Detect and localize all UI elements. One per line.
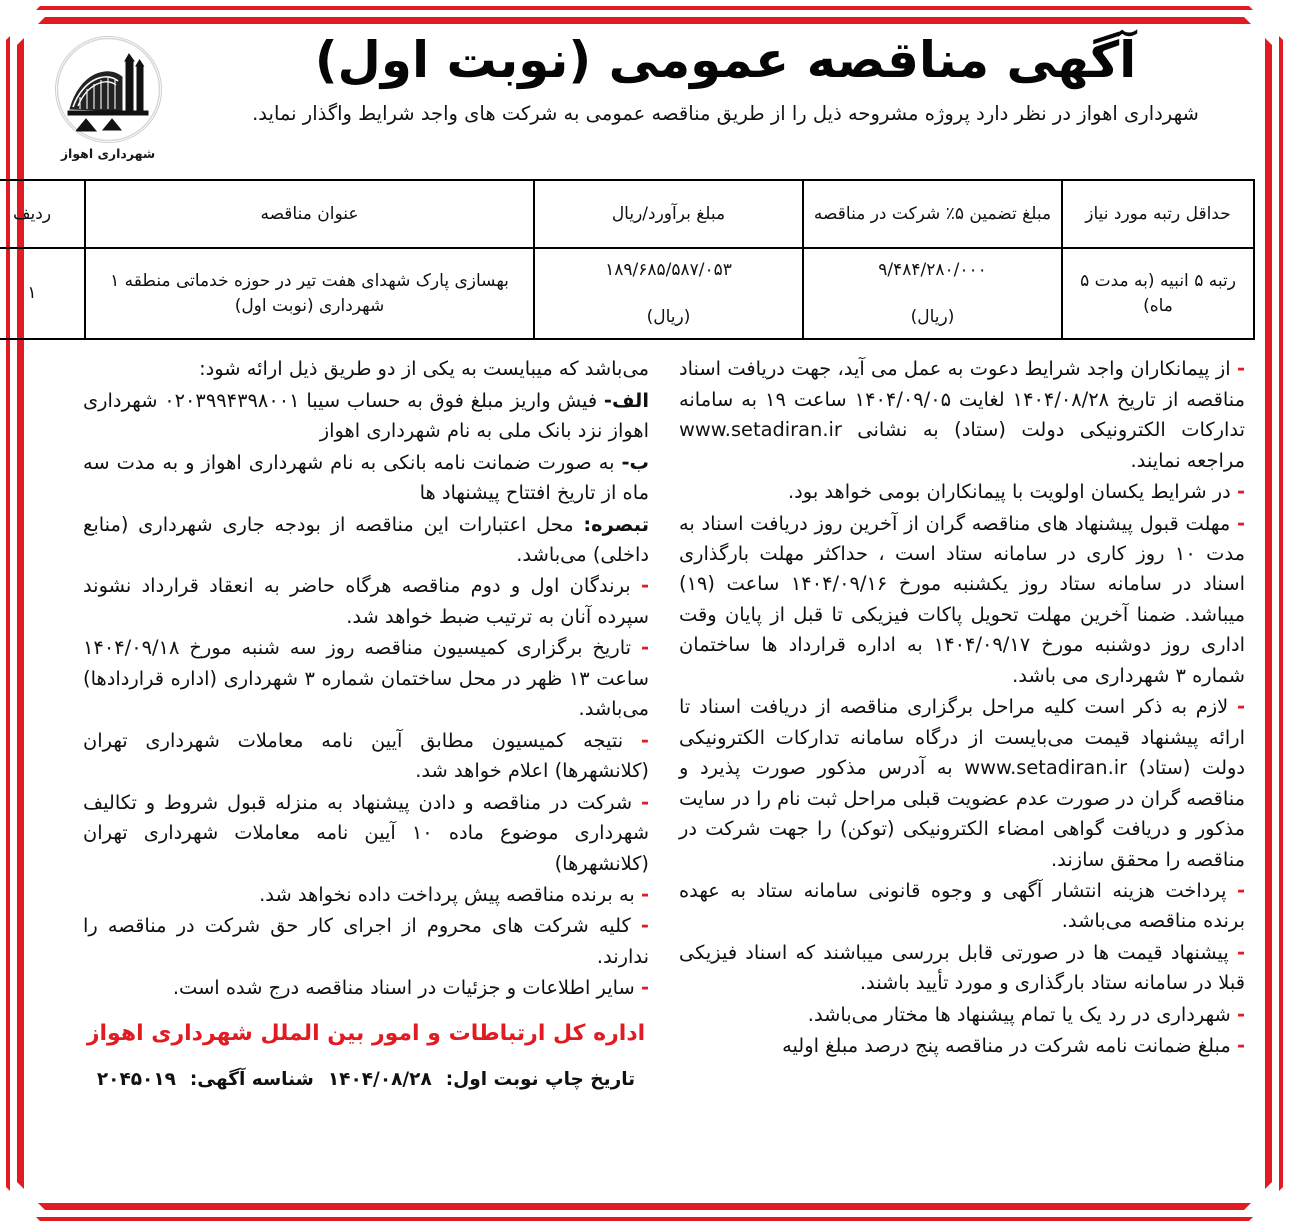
notice-text: شهرداری در رد یک یا تمام پیشنهاد ها مختار می‌باشد. (807, 1002, 1231, 1026)
bullet-dash: - (1236, 878, 1245, 902)
notice-item (679, 1031, 1245, 1061)
bullet-dash: - (1236, 1002, 1245, 1026)
table-body (0, 248, 1254, 339)
notice-text: سایر اطلاعات و جزئیات در اسناد مناقصه درج شده است. (172, 976, 635, 1000)
notice-text: نتیجه کمیسیون مطابق آیین نامه معاملات شهرداری تهران (کلانشهرها) اعلام خواهد شد. (83, 728, 649, 783)
bullet-dash: - (640, 976, 649, 1000)
estimated-amount-unit: (ریال) (646, 306, 691, 327)
notice-text: پیشنهاد قیمت ها در صورتی قابل بررسی میباشند که اسناد فیزیکی قبلا در سامانه ستاد بارگذاری و مورد تأیید باشند. (679, 940, 1245, 995)
guarantee-amount-value: ۹/۴۸۴/۲۸۰/۰۰۰ (878, 260, 987, 280)
notice-text: مهلت قبول پیشنهاد های مناقصه گران از آخرین روز دریافت اسناد به مدت ۱۰ روز کاری در سامانه ستاد است ، حداکثر مهلت بارگذاری اسناد در سامانه ستاد روز یکشنبه مورخ ۱۴۰۴/۰۹/۱۶ ساعت (۱۹) میباشد. ضمنا آخرین مهلت تحویل پاکات فیزیکی تا قبل از پایان وقت اداری روز دوشنبه مورخ ۱۴۰۴/۰۹/۱۷ به اداره قرارداد ها ساختمان شماره ۳ شهرداری می باشد. (679, 511, 1246, 687)
table-header-row (0, 180, 1254, 248)
option-b (83, 448, 649, 509)
table-row (0, 248, 1254, 339)
left-text-column (83, 354, 649, 1094)
notice-item (83, 911, 649, 972)
notice-text: تاریخ برگزاری کمیسیون مناقصه روز سه شنبه مورخ ۱۴۰۴/۰۹/۱۸ ساعت ۱۳ ظهر در محل ساختمان شماره ۳ شهرداری (اداره قراردادها) می‌باشد. (83, 636, 649, 721)
option-a-label: الف- (603, 388, 649, 412)
notice-item (679, 509, 1245, 692)
header (34, 28, 1255, 161)
organization-logo (42, 36, 174, 161)
notice-item (679, 477, 1245, 507)
header-subtitle: شهرداری اهواز در نظر دارد پروژه مشروحه ذیل را از طریق مناقصه عمومی به شرکت های واجد شرایط واگذار نماید. (252, 102, 1199, 125)
estimated-amount-value: ۱۸۹/۶۸۵/۵۸۷/۰۵۳ (605, 260, 732, 280)
th-row-number: ردیف (0, 180, 85, 248)
notice-text: پرداخت هزینه انتشار آگهی و وجوه قانونی سامانه ستاد به عهده برنده مناقصه می‌باشد. (679, 878, 1245, 933)
option-a-text: فیش واریز مبلغ فوق به حساب سیبا ۰۲۰۳۹۹۴۳۹۸۰۰۱ شهرداری اهواز نزد بانک ملی به نام شهرداری اهواز (83, 388, 649, 443)
notice-text: کلیه شرکت های محروم از اجرای کار حق شرکت در مناقصه را ندارند. (83, 914, 649, 968)
bridge-emblem-icon (55, 36, 162, 143)
bullet-dash: - (1236, 940, 1245, 964)
cell-row-number: ۱ (0, 248, 85, 339)
notice-text: در شرایط یکسان اولویت با پیمانکاران بومی خواهد بود. (788, 480, 1231, 504)
tabsare-label: تبصره: (583, 512, 649, 536)
notice-item (83, 788, 649, 879)
right-text-column (679, 354, 1245, 1094)
bullet-dash: - (1236, 511, 1245, 535)
th-guarantee-amount: مبلغ تضمین ۵٪ شرکت در مناقصه (803, 180, 1062, 248)
cell-estimated-amount (534, 248, 803, 339)
notice-text: شرکت در مناقصه و دادن پیشنهاد به منزله قبول شروط و تکالیف شهرداری موضوع ماده ۱۰ آیین نامه معاملات شهرداری تهران (کلانشهرها) (83, 790, 649, 875)
cell-guarantee-amount (803, 248, 1062, 339)
guarantee-amount-unit: (ریال) (910, 306, 955, 327)
notice-item (679, 1000, 1245, 1030)
notice-item (83, 633, 649, 724)
guarantee-intro: می‌باشد که میبایست به یکی از دو طریق ذیل ارائه شود: (199, 357, 649, 381)
notice-text: به برنده مناقصه پیش پرداخت داده نخواهد شد. (259, 882, 635, 906)
bullet-dash: - (640, 914, 649, 938)
notice-item (679, 938, 1245, 999)
publish-date-value: ۱۴۰۴/۰۸/۲۸ (327, 1069, 432, 1091)
body-columns (34, 354, 1255, 1094)
notice-text: برندگان اول و دوم مناقصه هرگاه حاضر به انعقاد قرارداد نشوند سپرده آنان به ترتیب ضبط خواهد شد. (83, 574, 649, 628)
notice-text: لازم به ذکر است کلیه مراحل برگزاری مناقصه از دریافت اسناد تا ارائه پیشنهاد قیمت می‌بایست از درگاه سامانه تدارکات الکترونیکی دولت (ستاد) www.setadiran.ir به آدرس مذکور صورت پذیرد و مناقصه گران در صورت عدم عضویت قبلی مراحل ثبت نام را در سایت مذکور و دریافت گواهی امضاء الکترونیکی (توکن) را جهت شرکت در مناقصه را محقق سازند. (679, 695, 1246, 871)
option-a (83, 386, 649, 447)
publish-date-label: تاریخ چاپ نوبت اول: (445, 1069, 636, 1091)
tabsare-text: محل اعتبارات این مناقصه از بودجه جاری شهرداری (منابع داخلی) می‌باشد. (83, 512, 649, 566)
issuing-authority: اداره کل ارتباطات و امور بین الملل شهرداری اهواز (86, 1020, 646, 1046)
logo-caption: شهرداری اهواز (60, 146, 156, 161)
cell-tender-title: بهسازی پارک شهدای هفت تیر در حوزه خدماتی منطقه ۱ شهرداری (نوبت اول) (85, 248, 534, 339)
publication-info (83, 1065, 649, 1094)
notice-item (83, 880, 649, 910)
notice-item (679, 354, 1245, 476)
option-b-text: به صورت ضمانت نامه بانکی به نام شهرداری اهواز و به مدت سه ماه از تاریخ افتتاح پیشنهاد ها (83, 450, 649, 505)
notice-item (679, 876, 1245, 937)
page-title: آگهی مناقصه عمومی (نوبت اول) (314, 31, 1137, 89)
bullet-dash: - (1236, 695, 1245, 719)
advertisement-page (12, 28, 1255, 1199)
bullet-dash: - (640, 882, 649, 906)
ad-id-value: ۲۰۴۵۰۱۹ (96, 1069, 176, 1091)
th-minimum-rank: حداقل رتبه مورد نیاز (1062, 180, 1254, 248)
bullet-dash: - (640, 790, 649, 814)
notice-item (679, 692, 1245, 875)
ad-id-label: شناسه آگهی: (189, 1069, 314, 1091)
th-tender-title: عنوان مناقصه (85, 180, 534, 248)
option-b-label: ب- (621, 450, 649, 474)
notice-item (83, 571, 649, 632)
bullet-dash: - (640, 728, 649, 752)
notice-item (83, 973, 649, 1003)
cell-minimum-rank: رتبه ۵ انبیه (به مدت ۵ ماه) (1062, 248, 1254, 339)
notice-item (83, 726, 649, 787)
tabsare-note (83, 510, 649, 571)
notice-text: از پیمانکاران واجد شرایط دعوت به عمل می آید، جهت دریافت اسناد مناقصه از تاریخ ۱۴۰۴/۰۸/۲۸ لغایت ۱۴۰۴/۰۹/۰۵ ساعت ۱۹ به سامانه تدارکات الکترونیکی دولت (ستاد) به نشانی www.setadiran.ir مراجعه نمایند. (679, 357, 1246, 472)
th-estimated-amount: مبلغ برآورد/ریال (534, 180, 803, 248)
bullet-dash: - (640, 574, 649, 598)
bullet-dash: - (640, 636, 649, 660)
tender-table (0, 179, 1255, 340)
notice-text: مبلغ ضمانت نامه شرکت در مناقصه پنج درصد مبلغ اولیه (782, 1034, 1231, 1058)
bullet-dash: - (1236, 357, 1245, 381)
header-text-block (174, 32, 1247, 128)
bullet-dash: - (1236, 1034, 1245, 1058)
bullet-dash: - (1236, 480, 1245, 504)
